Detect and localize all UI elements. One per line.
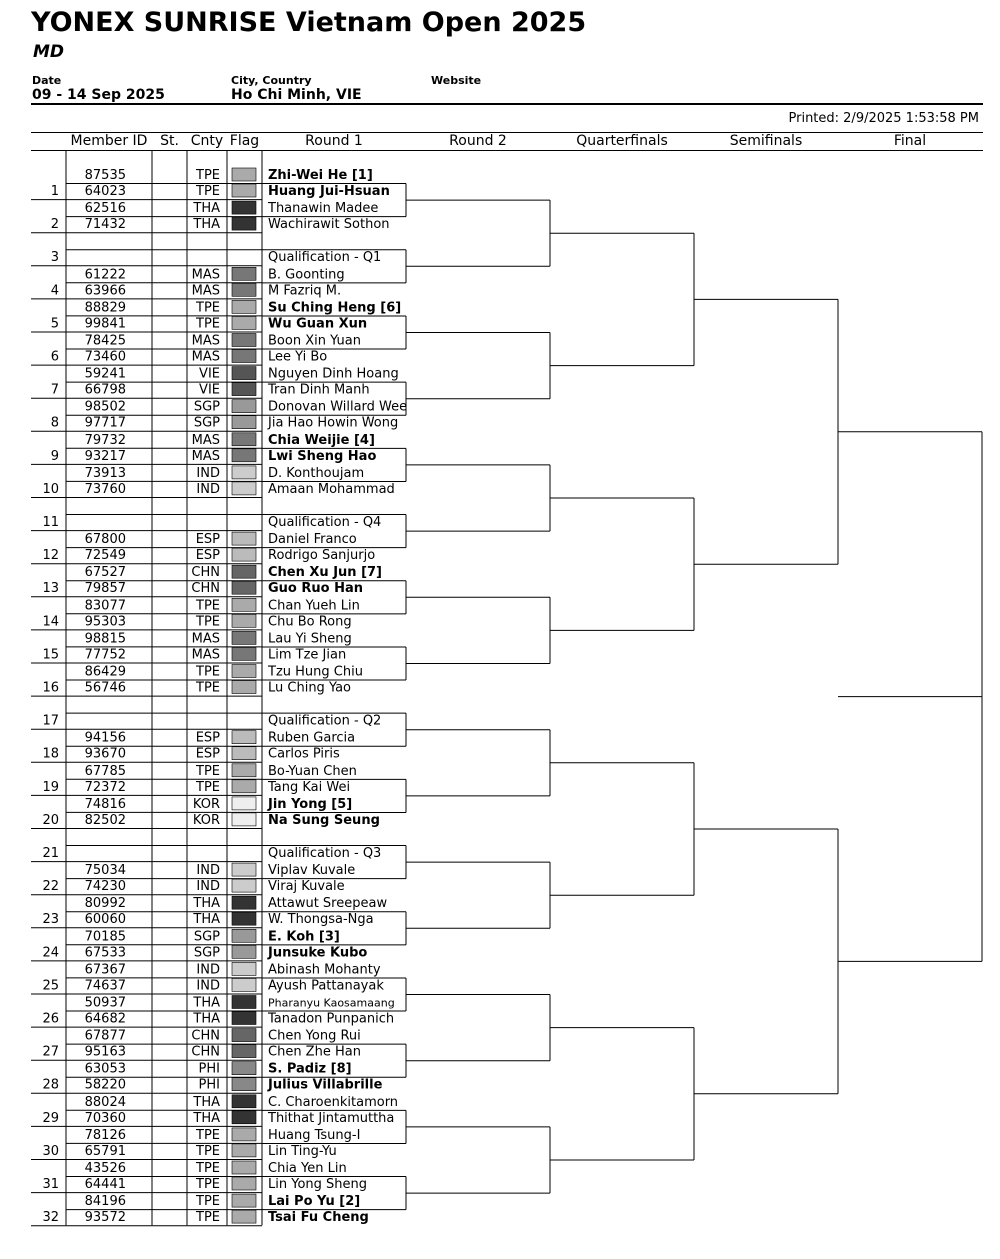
member-id: 72372 xyxy=(84,779,126,795)
player-name: Tang Kai Wei xyxy=(268,779,351,795)
member-id: 83077 xyxy=(84,598,126,614)
player-name: M Fazriq M. xyxy=(268,283,342,299)
flag-icon xyxy=(232,681,256,694)
player-name: Lau Yi Sheng xyxy=(268,631,352,647)
player-name: Tran Dinh Manh xyxy=(268,382,370,398)
flag-icon xyxy=(232,896,256,909)
player-name: E. Koh [3] xyxy=(268,929,340,945)
tournament-title: YONEX SUNRISE Vietnam Open 2025 xyxy=(31,7,587,38)
draw-position: 7 xyxy=(50,382,59,398)
flag-icon xyxy=(232,1177,256,1190)
player-name: Thithat Jintamuttha xyxy=(268,1110,395,1126)
country-code: CHN xyxy=(191,1044,220,1060)
flag-icon xyxy=(232,1161,256,1174)
printed-timestamp: Printed: 2/9/2025 1:53:58 PM xyxy=(788,111,979,126)
country-code: TPE xyxy=(196,1127,220,1143)
draw-position: 32 xyxy=(42,1210,59,1226)
draw-position: 27 xyxy=(42,1044,59,1060)
player-name: Lwi Sheng Hao xyxy=(268,448,377,464)
member-id: 73460 xyxy=(84,349,126,365)
member-id: 64023 xyxy=(84,184,126,199)
player-name: Chu Bo Rong xyxy=(268,614,352,630)
country-code: ESP xyxy=(195,746,220,762)
flag-icon xyxy=(232,1012,256,1025)
country-code: MAS xyxy=(191,349,220,365)
flag-icon xyxy=(232,168,256,181)
country-code: MAS xyxy=(191,647,220,663)
player-name: Chen Zhe Han xyxy=(268,1044,361,1060)
member-id: 67533 xyxy=(84,945,126,961)
col-semifinals: Semifinals xyxy=(729,133,803,149)
flag-icon xyxy=(232,367,256,380)
col-round-2: Round 2 xyxy=(449,133,507,149)
country-code: ESP xyxy=(195,548,220,564)
player-name: Wachirawit Sothon xyxy=(268,217,390,233)
flag-icon xyxy=(232,797,256,810)
date-label: Date xyxy=(32,74,62,87)
country-code: THA xyxy=(193,1011,220,1027)
member-id: 98815 xyxy=(84,631,126,647)
draw-position: 20 xyxy=(42,812,59,828)
player-name: B. Goonting xyxy=(268,267,345,283)
flag-icon xyxy=(232,631,256,644)
country-code: THA xyxy=(193,995,220,1011)
country-code: IND xyxy=(196,481,220,497)
country-code: IND xyxy=(196,465,220,481)
flag-icon xyxy=(232,962,256,975)
flag-icon xyxy=(232,731,256,744)
member-id: 72549 xyxy=(84,548,126,564)
country-code: THA xyxy=(193,1110,220,1126)
member-id: 67800 xyxy=(84,532,126,548)
flag-icon xyxy=(232,1095,256,1108)
flag-icon xyxy=(232,996,256,1009)
flag-icon xyxy=(232,267,256,280)
member-id: 67877 xyxy=(84,1028,126,1044)
player-name: Abinash Mohanty xyxy=(268,962,381,978)
member-id: 94156 xyxy=(84,730,126,746)
player-name: Thanawin Madee xyxy=(268,201,379,217)
draw-position: 11 xyxy=(42,515,59,530)
flag-icon xyxy=(232,466,256,479)
flag-icon xyxy=(232,813,256,826)
flag-icon xyxy=(232,1128,256,1141)
country-code: THA xyxy=(193,1094,220,1110)
country-code: TPE xyxy=(196,664,220,680)
flag-icon xyxy=(232,449,256,462)
country-code: MAS xyxy=(191,448,220,464)
draw-position: 3 xyxy=(50,250,59,266)
member-id: 43526 xyxy=(84,1161,126,1176)
country-code: TPE xyxy=(196,1210,220,1226)
country-code: PHI xyxy=(198,1077,220,1093)
country-code: SGP xyxy=(193,399,220,415)
flag-icon xyxy=(232,1078,256,1091)
player-name: Na Sung Seung xyxy=(268,812,380,828)
flag-icon xyxy=(232,565,256,578)
member-id: 87535 xyxy=(84,168,126,183)
player-name: Chen Xu Jun [7] xyxy=(268,565,382,581)
member-id: 63053 xyxy=(84,1061,126,1077)
draw-position: 13 xyxy=(42,581,59,597)
member-id: 93670 xyxy=(84,746,126,762)
country-code: TPE xyxy=(196,168,220,183)
flag-icon xyxy=(232,433,256,446)
country-code: IND xyxy=(196,863,220,879)
draw-position: 23 xyxy=(42,912,59,928)
player-name: Lim Tze Jian xyxy=(268,647,347,663)
country-code: TPE xyxy=(196,598,220,614)
player-name: Chen Yong Rui xyxy=(268,1028,361,1044)
flag-icon xyxy=(232,929,256,942)
country-code: CHN xyxy=(191,565,220,581)
flag-icon xyxy=(232,1194,256,1207)
member-id: 61222 xyxy=(84,267,126,283)
member-id: 93217 xyxy=(84,448,126,464)
flag-icon xyxy=(232,383,256,396)
member-id: 88829 xyxy=(84,300,126,316)
country-code: MAS xyxy=(191,333,220,349)
flag-icon xyxy=(232,1062,256,1075)
member-id: 64441 xyxy=(84,1177,126,1192)
country-code: KOR xyxy=(192,812,220,828)
country-code: IND xyxy=(196,962,220,978)
member-id: 99841 xyxy=(84,316,126,332)
player-name: Lin Yong Sheng xyxy=(268,1177,367,1192)
country-code: SGP xyxy=(193,929,220,945)
player-name: Daniel Franco xyxy=(268,532,357,548)
draw-position: 10 xyxy=(42,481,59,497)
member-id: 80992 xyxy=(84,896,126,912)
country-code: THA xyxy=(193,201,220,217)
flag-icon xyxy=(232,283,256,296)
player-name: Lin Ting-Yu xyxy=(268,1143,337,1159)
flag-icon xyxy=(232,1045,256,1058)
player-name: Jin Yong [5] xyxy=(268,796,353,812)
member-id: 67785 xyxy=(84,763,126,779)
player-name: Tzu Hung Chiu xyxy=(268,664,363,680)
flag-icon xyxy=(232,300,256,313)
country-code: TPE xyxy=(196,779,220,795)
player-name: Viraj Kuvale xyxy=(268,879,345,895)
flag-icon xyxy=(232,945,256,958)
player-name: Tanadon Punpanich xyxy=(268,1011,395,1027)
player-name: Chan Yueh Lin xyxy=(268,598,360,614)
draw-position: 14 xyxy=(42,614,59,630)
flag-icon xyxy=(232,1144,256,1157)
website-label: Website xyxy=(431,74,482,87)
member-id: 71432 xyxy=(84,217,126,233)
member-id: 66798 xyxy=(84,382,126,398)
flag-icon xyxy=(232,1029,256,1042)
player-name: Bo-Yuan Chen xyxy=(268,763,357,779)
flag-icon xyxy=(232,780,256,793)
member-id: 59241 xyxy=(84,366,126,382)
flag-icon xyxy=(232,217,256,230)
member-id: 63966 xyxy=(84,283,126,299)
member-id: 97717 xyxy=(84,415,126,431)
country-code: IND xyxy=(196,978,220,994)
flag-icon xyxy=(232,482,256,495)
member-id: 67527 xyxy=(84,565,126,581)
player-name: Ayush Pattanayak xyxy=(268,978,384,994)
member-id: 74637 xyxy=(84,978,126,994)
draw-position: 18 xyxy=(42,746,59,762)
flag-icon xyxy=(232,879,256,892)
city-value: Ho Chi Minh, VIE xyxy=(231,87,362,103)
country-code: TPE xyxy=(196,300,220,316)
draw-position: 22 xyxy=(42,879,59,895)
col-quarterfinals: Quarterfinals xyxy=(576,133,668,149)
country-code: TPE xyxy=(196,1177,220,1192)
flag-icon xyxy=(232,598,256,611)
member-id: 64682 xyxy=(84,1011,126,1027)
draw-position: 30 xyxy=(42,1143,59,1159)
draw-position: 26 xyxy=(42,1011,59,1027)
country-code: ESP xyxy=(195,730,220,746)
player-name: Amaan Mohammad xyxy=(268,481,395,497)
player-name: Boon Xin Yuan xyxy=(268,333,361,349)
member-id: 74230 xyxy=(84,879,126,895)
player-name: Carlos Piris xyxy=(268,746,340,762)
draw-position: 8 xyxy=(50,415,59,431)
player-name: Lee Yi Bo xyxy=(268,349,328,365)
player-name: C. Charoenkitamorn xyxy=(268,1094,399,1110)
player-name: Lu Ching Yao xyxy=(268,680,352,696)
member-id: 50937 xyxy=(84,995,126,1011)
flag-icon xyxy=(232,581,256,594)
country-code: TPE xyxy=(196,1194,220,1210)
player-name: Lai Po Yu [2] xyxy=(268,1194,361,1210)
country-code: TPE xyxy=(196,184,220,199)
country-code: KOR xyxy=(192,796,220,812)
country-code: TPE xyxy=(196,763,220,779)
country-code: THA xyxy=(193,912,220,928)
country-code: VIE xyxy=(199,366,220,382)
col-round-1: Round 1 xyxy=(305,133,363,149)
flag-icon xyxy=(232,416,256,429)
member-id: 84196 xyxy=(84,1194,126,1210)
draw-position: 31 xyxy=(42,1177,59,1192)
player-name: W. Thongsa-Nga xyxy=(268,912,374,928)
draw-position: 25 xyxy=(42,978,59,994)
draw-position: 21 xyxy=(42,846,59,861)
col-country: Cnty xyxy=(190,133,224,149)
country-code: IND xyxy=(196,879,220,895)
country-code: THA xyxy=(193,217,220,233)
member-id: 79857 xyxy=(84,581,126,597)
date-value: 09 - 14 Sep 2025 xyxy=(32,87,165,103)
country-code: TPE xyxy=(196,614,220,630)
draw-position: 16 xyxy=(42,680,59,696)
draw-position: 9 xyxy=(50,448,59,464)
member-id: 73913 xyxy=(84,465,126,481)
country-code: PHI xyxy=(198,1061,220,1077)
country-code: TPE xyxy=(196,316,220,332)
event-code: MD xyxy=(33,42,65,62)
player-name: D. Konthoujam xyxy=(268,465,365,481)
player-name: Huang Jui-Hsuan xyxy=(268,184,390,199)
draw-position: 5 xyxy=(50,316,59,332)
member-id: 74816 xyxy=(84,796,126,812)
flag-icon xyxy=(232,665,256,678)
flag-icon xyxy=(232,1111,256,1124)
draw-position: 19 xyxy=(42,779,59,795)
country-code: TPE xyxy=(196,680,220,696)
flag-icon xyxy=(232,316,256,329)
member-id: 98502 xyxy=(84,399,126,415)
draw-position: 1 xyxy=(50,184,59,199)
member-id: 58220 xyxy=(84,1077,126,1093)
country-code: MAS xyxy=(191,631,220,647)
member-id: 78425 xyxy=(84,333,126,349)
member-id: 77752 xyxy=(84,647,126,663)
member-id: 95303 xyxy=(84,614,126,630)
draw-position: 17 xyxy=(42,713,59,729)
qualification-placeholder: Qualification - Q3 xyxy=(268,846,382,861)
member-id: 78126 xyxy=(84,1127,126,1143)
draw-position: 4 xyxy=(50,283,59,299)
player-name: Huang Tsung-I xyxy=(268,1127,361,1143)
player-name: Chia Yen Lin xyxy=(268,1161,347,1176)
flag-icon xyxy=(232,978,256,991)
member-id: 67367 xyxy=(84,962,126,978)
country-code: MAS xyxy=(191,267,220,283)
draw-position: 28 xyxy=(42,1077,59,1093)
col-status: St. xyxy=(160,133,179,149)
member-id: 56746 xyxy=(84,680,126,696)
player-name: Wu Guan Xun xyxy=(268,316,368,332)
flag-icon xyxy=(232,912,256,925)
member-id: 79732 xyxy=(84,432,126,448)
flag-icon xyxy=(232,334,256,347)
player-name: Pharanyu Kaosamaang xyxy=(268,996,395,1010)
player-name: Su Ching Heng [6] xyxy=(268,300,402,316)
member-id: 95163 xyxy=(84,1044,126,1060)
player-name: Chia Weijie [4] xyxy=(268,432,375,448)
draw-position: 6 xyxy=(50,349,59,365)
player-name: Nguyen Dinh Hoang xyxy=(268,366,399,382)
country-code: THA xyxy=(193,896,220,912)
flag-icon xyxy=(232,184,256,197)
flag-icon xyxy=(232,400,256,413)
player-name: Junsuke Kubo xyxy=(268,945,368,961)
qualification-placeholder: Qualification - Q1 xyxy=(268,250,382,266)
member-id: 82502 xyxy=(84,812,126,828)
country-code: SGP xyxy=(193,945,220,961)
player-name: Zhi-Wei He [1] xyxy=(268,168,373,183)
city-label: City, Country xyxy=(231,74,312,87)
player-name: Tsai Fu Cheng xyxy=(268,1210,369,1226)
player-name: Ruben Garcia xyxy=(268,730,356,746)
country-code: CHN xyxy=(191,1028,220,1044)
draw-position: 15 xyxy=(42,647,59,663)
draw-position: 2 xyxy=(50,217,59,233)
flag-icon xyxy=(232,614,256,627)
member-id: 93572 xyxy=(84,1210,126,1226)
draw-position: 12 xyxy=(42,548,59,564)
player-name: Rodrigo Sanjurjo xyxy=(268,548,376,564)
member-id: 86429 xyxy=(84,664,126,680)
draw-position: 29 xyxy=(42,1110,59,1126)
country-code: CHN xyxy=(191,581,220,597)
flag-icon xyxy=(232,201,256,214)
member-id: 60060 xyxy=(84,912,126,928)
member-id: 73760 xyxy=(84,481,126,497)
member-id: 70360 xyxy=(84,1110,126,1126)
country-code: VIE xyxy=(199,382,220,398)
country-code: MAS xyxy=(191,432,220,448)
col-final: Final xyxy=(893,133,927,149)
draw-position: 24 xyxy=(42,945,59,961)
country-code: MAS xyxy=(191,283,220,299)
flag-icon xyxy=(232,350,256,363)
qualification-placeholder: Qualification - Q2 xyxy=(268,713,382,729)
player-name: Donovan Willard Wee xyxy=(268,399,408,415)
flag-icon xyxy=(232,532,256,545)
member-id: 75034 xyxy=(84,863,126,879)
member-id: 88024 xyxy=(84,1094,126,1110)
member-id: 70185 xyxy=(84,929,126,945)
member-id: 62516 xyxy=(84,201,126,217)
member-id: 65791 xyxy=(84,1143,126,1159)
flag-icon xyxy=(232,863,256,876)
qualification-placeholder: Qualification - Q4 xyxy=(268,515,382,530)
flag-icon xyxy=(232,747,256,760)
player-name: S. Padiz [8] xyxy=(268,1061,352,1077)
country-code: TPE xyxy=(196,1161,220,1176)
player-name: Attawut Sreepeaw xyxy=(268,896,388,912)
col-member-id: Member ID xyxy=(70,133,148,149)
player-name: Viplav Kuvale xyxy=(268,863,356,879)
player-name: Julius Villabrille xyxy=(268,1077,383,1093)
country-code: ESP xyxy=(195,532,220,548)
country-code: SGP xyxy=(193,415,220,431)
player-name: Guo Ruo Han xyxy=(268,581,364,597)
flag-icon xyxy=(232,764,256,777)
flag-icon xyxy=(232,548,256,561)
player-name: Jia Hao Howin Wong xyxy=(268,415,399,431)
col-flag: Flag xyxy=(229,133,260,149)
flag-icon xyxy=(232,647,256,660)
flag-icon xyxy=(232,1210,256,1223)
country-code: TPE xyxy=(196,1143,220,1159)
